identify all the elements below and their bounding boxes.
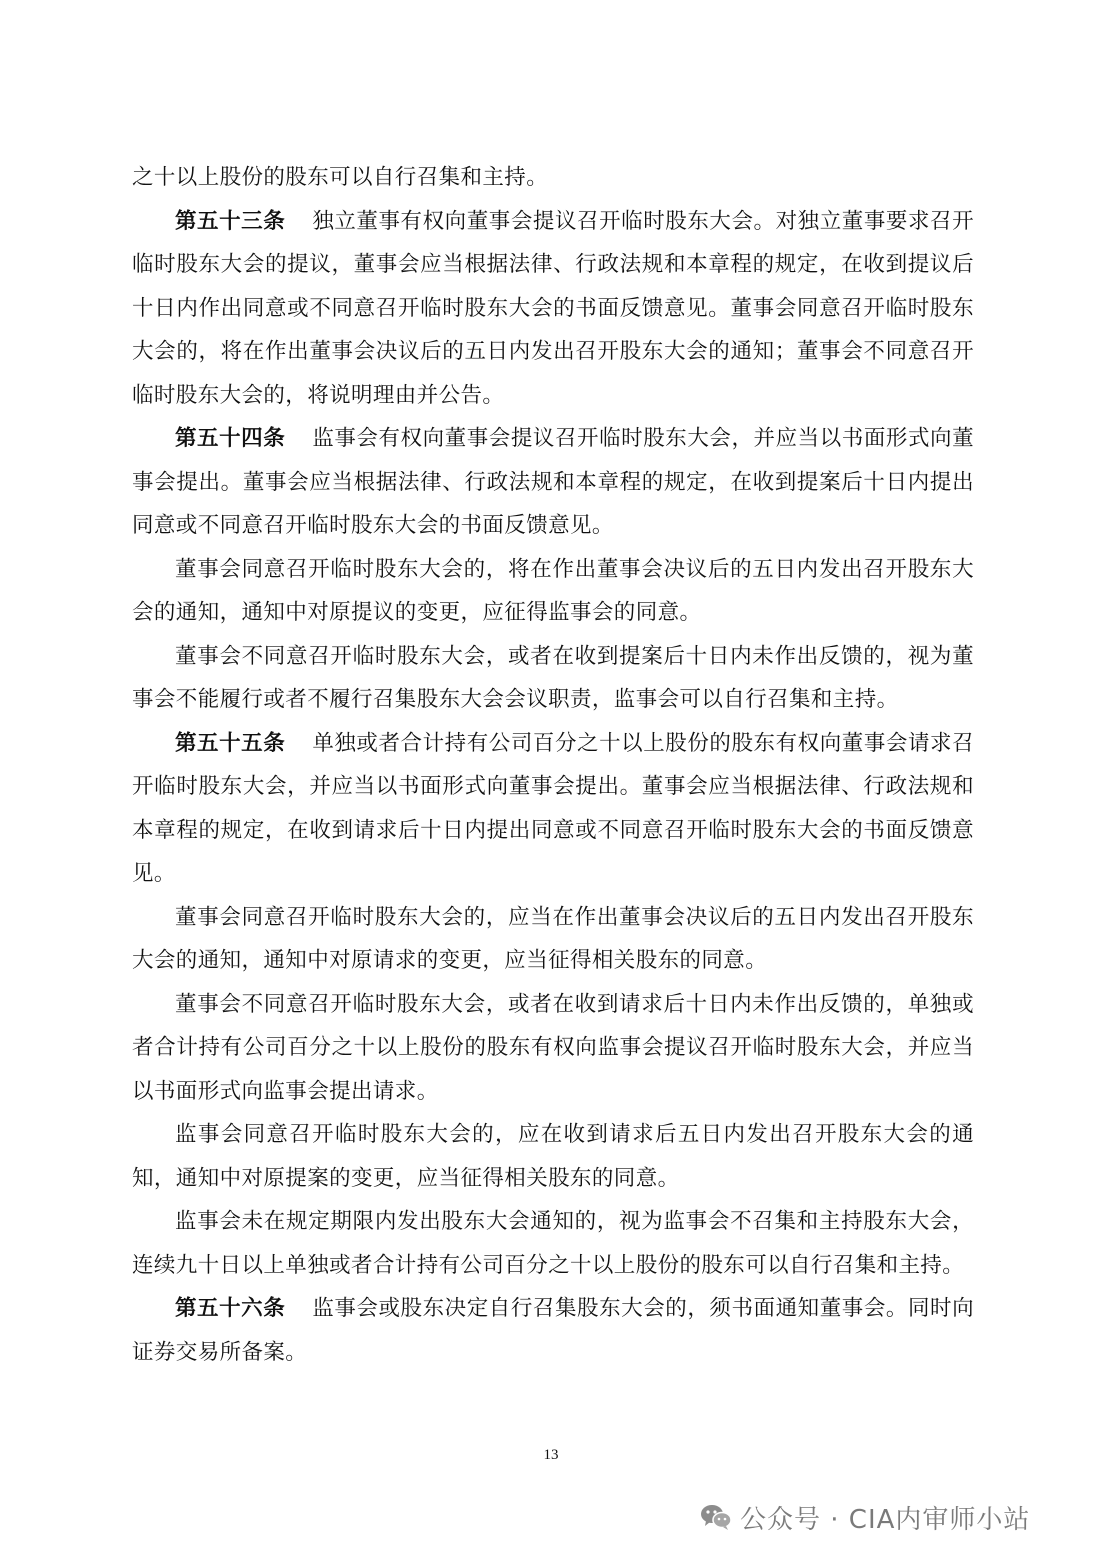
- article-56: [132, 1287, 974, 1374]
- paragraph-text: 监事会有权向董事会提议召开临时股东大会，并应当以书面形式向董事会提出。董事会应当根据法律、行政法规和本章程的规定，在收到提案后十日内提出同意或不同意召开临时股东大会的书面反馈意见。: [132, 426, 974, 538]
- paragraph-text: 董事会不同意召开临时股东大会，或者在收到提案后十日内未作出反馈的，视为董事会不能履行或者不履行召集股东大会会议职责，监事会可以自行召集和主持。: [132, 643, 974, 712]
- paragraph-text: 监事会未在规定期限内发出股东大会通知的，视为监事会不召集和主持股东大会，连续九十日以上单独或者合计持有公司百分之十以上股份的股东可以自行召集和主持。: [132, 1209, 974, 1278]
- paragraph-text: 监事会或股东决定自行召集股东大会的，须书面通知董事会。同时向证券交易所备案。: [132, 1296, 974, 1365]
- article-55: [132, 722, 974, 896]
- article-number: 第五十三条: [175, 208, 286, 234]
- paragraph-text: 董事会同意召开临时股东大会的，应当在作出董事会决议后的五日内发出召开股东大会的通知，通知中对原请求的变更，应当征得相关股东的同意。: [132, 904, 974, 973]
- article-number: 第五十六条: [175, 1296, 286, 1321]
- paragraph-text: 独立董事有权向董事会提议召开临时股东大会。对独立董事要求召开临时股东大会的提议，董事会应当根据法律、行政法规和本章程的规定，在收到提议后十日内作出同意或不同意召开临时股东大会的书面反馈意见。董事会同意召开临时股东大会的，将在作出董事会决议后的五日内发出召开股东大会的通知；董事会不同意召开临时股东大会的，将说明理由并公告。: [132, 208, 974, 408]
- wechat-watermark: [700, 1493, 1030, 1541]
- watermark-text: 公众号 · CIA内审师小站: [740, 1504, 1031, 1535]
- paragraph-text: 单独或者合计持有公司百分之十以上股份的股东有权向董事会请求召开临时股东大会，并应当以书面形式向董事会提出。董事会应当根据法律、行政法规和本章程的规定，在收到请求后十日内提出同意或不同意召开临时股东大会的书面反馈意见。: [132, 730, 974, 886]
- article-number: 第五十五条: [175, 730, 286, 756]
- paragraph: [132, 548, 974, 635]
- paragraph: [132, 896, 974, 983]
- article-number: 第五十四条: [175, 426, 286, 451]
- paragraph: [132, 635, 974, 722]
- paragraph: [132, 983, 974, 1114]
- paragraph-text: 之十以上股份的股东可以自行召集和主持。: [132, 165, 549, 190]
- wechat-icon: [700, 1503, 732, 1531]
- paragraph-text: 监事会同意召开临时股东大会的，应在收到请求后五日内发出召开股东大会的通知，通知中对原提案的变更，应当征得相关股东的同意。: [132, 1122, 974, 1191]
- paragraph: [132, 1113, 974, 1200]
- paragraph-text: 董事会不同意召开临时股东大会，或者在收到请求后十日内未作出反馈的，单独或者合计持有公司百分之十以上股份的股东有权向监事会提议召开临时股东大会，并应当以书面形式向监事会提出请求。: [132, 991, 974, 1104]
- paragraph: [132, 156, 974, 200]
- paragraph: [132, 1200, 974, 1287]
- article-53: [132, 200, 974, 418]
- document-body: [132, 156, 974, 1374]
- paragraph-text: 董事会同意召开临时股东大会的，将在作出董事会决议后的五日内发出召开股东大会的通知，通知中对原提议的变更，应征得监事会的同意。: [132, 556, 974, 625]
- article-54: [132, 417, 974, 548]
- page-number: 13: [543, 1447, 559, 1463]
